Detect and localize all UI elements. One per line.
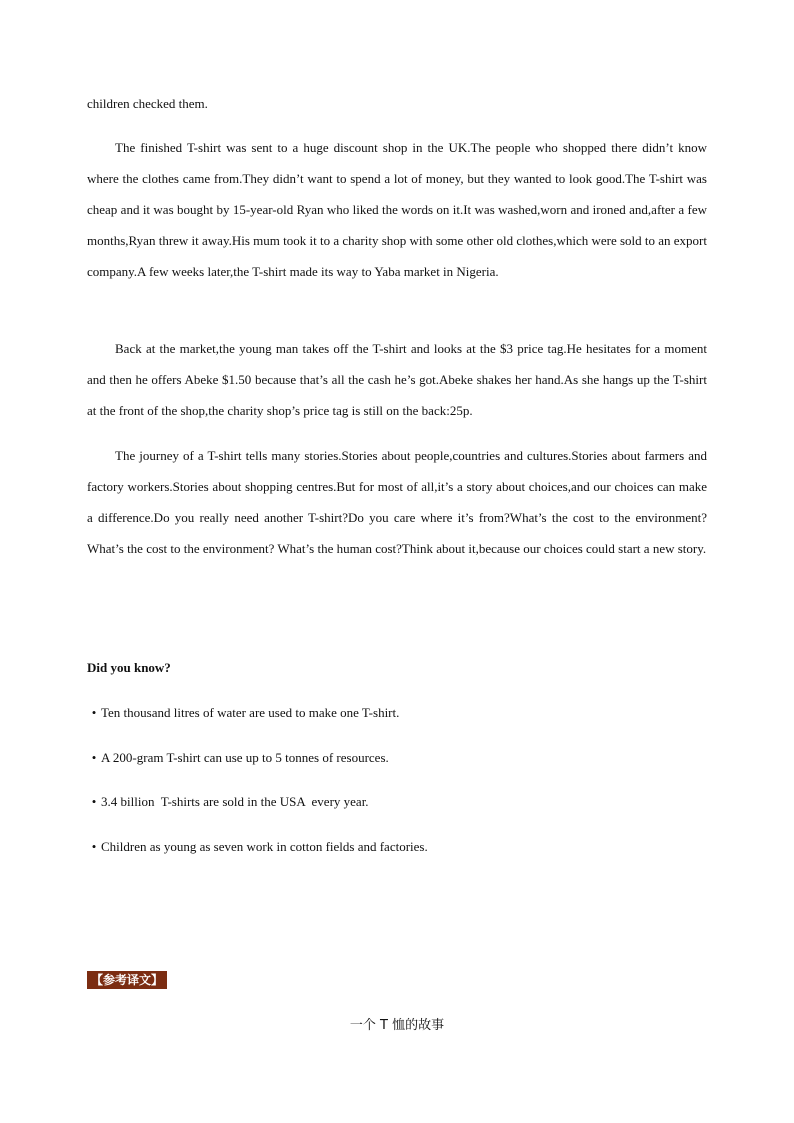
bullet-icon: • bbox=[91, 839, 97, 854]
fact-text: A 200-gram T-shirt can use up to 5 tonnes of resources. bbox=[101, 750, 389, 765]
reference-translation-tag: 【参考译文】 bbox=[87, 971, 167, 989]
fact-item bbox=[87, 792, 707, 812]
paragraph-journey: The journey of a T-shirt tells many stories.Stories about people,countries and cultures.Stories about farmers and factory workers.Stories about shopping centres.But for most of all,it’s a story about choices,and our choices can make a difference.Do you really need another T-shirt?Do you care where it’s from?What’s the cost to the environment?What’s the cost to the environment? What’s the human cost?Think about it,because our choices could start a new story. bbox=[87, 448, 707, 556]
translation-title: 一个 T 恤的故事 bbox=[349, 1018, 445, 1033]
paragraph-market: Back at the market,the young man takes off the T-shirt and looks at the $3 price tag.He hesitates for a moment and then he offers Abeke $1.50 because that’s all the cash he’s got.Abeke shakes her hand.As she hangs up the T-shirt at the front of the shop,the charity shop’s price tag is still on the back:25p. bbox=[87, 341, 707, 418]
fact-text: Ten thousand litres of water are used to make one T-shirt. bbox=[101, 705, 400, 720]
bullet-icon: • bbox=[91, 794, 97, 809]
paragraph-discount-shop: The finished T-shirt was sent to a huge discount shop in the UK.The people who shopped there didn’t know where the clothes came from.They didn’t want to spend a lot of money, but they wanted to look good.The T-shirt was cheap and it was bought by 15-year-old Ryan who liked the words on it.It was washed,worn and ironed and,after a few months,Ryan threw it away.His mum took it to a charity shop with some other old clothes,which were sold to an export company.A few weeks later,the T-shirt made its way to Yaba market in Nigeria. bbox=[87, 140, 708, 279]
did-you-know-heading: Did you know? bbox=[87, 660, 171, 675]
fact-text: 3.4 billion T-shirts are sold in the USA every year. bbox=[101, 794, 369, 809]
fact-item bbox=[87, 703, 707, 723]
bullet-icon: • bbox=[91, 750, 97, 765]
fact-text: Children as young as seven work in cotton fields and factories. bbox=[101, 839, 428, 854]
bullet-icon: • bbox=[91, 705, 97, 720]
fact-item bbox=[87, 837, 707, 857]
fact-item bbox=[87, 748, 707, 768]
paragraph-continuation: children checked them. bbox=[87, 96, 208, 111]
